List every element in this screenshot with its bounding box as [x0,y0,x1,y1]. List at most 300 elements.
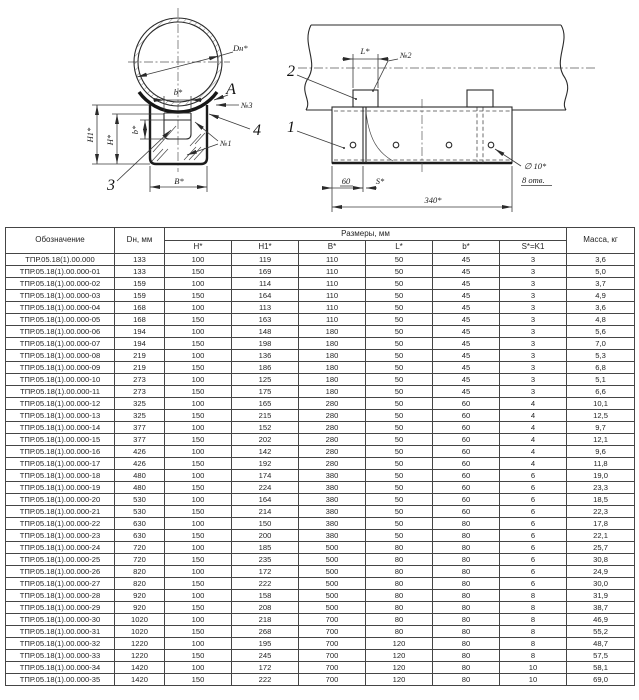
cell-l: 50 [366,338,433,350]
cell-s: 6 [500,470,567,482]
table-row [6,434,635,446]
cell-h: 150 [165,602,232,614]
cell-b_big: 110 [299,290,366,302]
cell-l: 80 [366,554,433,566]
cell-h: 150 [165,530,232,542]
cell-s: 6 [500,530,567,542]
cell-h: 100 [165,590,232,602]
cell-s: 6 [500,506,567,518]
cell-h1: 268 [232,626,299,638]
cell-designation: ТПР.05.18(1).00.000-35 [6,674,115,686]
cell-h: 150 [165,506,232,518]
cell-b_big: 380 [299,530,366,542]
table-row [6,590,635,602]
cell-designation: ТПР.05.18(1).00.000-31 [6,626,115,638]
cell-s: 8 [500,650,567,662]
cell-b_small: 80 [433,662,500,674]
cell-mass: 46,9 [567,614,635,626]
cell-b_big: 700 [299,674,366,686]
cell-l: 50 [366,410,433,422]
table-row [6,626,635,638]
cell-h: 150 [165,266,232,278]
cell-mass: 3,7 [567,278,635,290]
item1-label: 1 [287,119,295,136]
cell-dn: 194 [115,326,165,338]
cell-designation: ТПР.05.18(1).00.000-12 [6,398,115,410]
cell-dn: 720 [115,554,165,566]
cell-h1: 172 [232,566,299,578]
cell-b_small: 60 [433,470,500,482]
cell-h1: 164 [232,494,299,506]
cell-h1: 200 [232,530,299,542]
cell-h1: 172 [232,662,299,674]
technical-drawing [0,0,639,227]
cell-b_small: 60 [433,494,500,506]
table-row [6,314,635,326]
cell-l: 50 [366,254,433,266]
table-row [6,638,635,650]
weld2-label: №2 [400,51,412,60]
cell-b_small: 60 [433,434,500,446]
cell-h1: 174 [232,470,299,482]
cell-b_big: 380 [299,494,366,506]
cell-dn: 168 [115,302,165,314]
cell-mass: 24,9 [567,566,635,578]
cell-h1: 185 [232,542,299,554]
cell-b_big: 700 [299,638,366,650]
cell-b_big: 180 [299,326,366,338]
cell-b_small: 60 [433,422,500,434]
table-row [6,458,635,470]
cell-h1: 169 [232,266,299,278]
cell-b_big: 380 [299,518,366,530]
cell-h: 150 [165,650,232,662]
cell-s: 3 [500,290,567,302]
header-h1: H1* [232,241,299,254]
cell-l: 50 [366,458,433,470]
h-dim-label: H* [105,134,115,146]
cell-designation: ТПР.05.18(1).00.000 [6,254,115,266]
cell-b_small: 45 [433,326,500,338]
table-row [6,266,635,278]
cell-b_big: 380 [299,470,366,482]
cell-mass: 12,1 [567,434,635,446]
cell-designation: ТПР.05.18(1).00.000-19 [6,482,115,494]
cell-mass: 23,3 [567,482,635,494]
cell-h: 100 [165,494,232,506]
item1-leader-dot [343,147,345,149]
header-l: L* [366,241,433,254]
header-row-1 [6,228,635,241]
header-dn: Dн, мм [115,228,165,254]
cell-dn: 720 [115,542,165,554]
cell-dn: 426 [115,446,165,458]
cell-dn: 273 [115,386,165,398]
cell-mass: 7,0 [567,338,635,350]
cell-designation: ТПР.05.18(1).00.000-23 [6,530,115,542]
cell-s: 3 [500,326,567,338]
cell-mass: 5,1 [567,374,635,386]
cell-designation: ТПР.05.18(1).00.000-01 [6,266,115,278]
table-row [6,530,635,542]
cell-s: 8 [500,614,567,626]
cell-h1: 114 [232,278,299,290]
cell-h: 100 [165,302,232,314]
cell-mass: 58,1 [567,662,635,674]
cell-s: 8 [500,602,567,614]
cell-dn: 159 [115,290,165,302]
cell-dn: 219 [115,362,165,374]
cell-l: 80 [366,590,433,602]
cell-designation: ТПР.05.18(1).00.000-16 [6,446,115,458]
cell-dn: 1020 [115,614,165,626]
cell-designation: ТПР.05.18(1).00.000-20 [6,494,115,506]
cell-s: 3 [500,302,567,314]
table-row [6,302,635,314]
cell-h: 150 [165,578,232,590]
cell-l: 120 [366,638,433,650]
cell-l: 50 [366,494,433,506]
cell-s: 4 [500,398,567,410]
cell-b_big: 280 [299,446,366,458]
cell-b_small: 80 [433,626,500,638]
cell-designation: ТПР.05.18(1).00.000-33 [6,650,115,662]
cell-mass: 38,7 [567,602,635,614]
cell-h1: 198 [232,338,299,350]
cell-s: 3 [500,278,567,290]
cell-h1: 192 [232,458,299,470]
cell-h1: 175 [232,386,299,398]
cell-s: 8 [500,626,567,638]
cell-h1: 119 [232,254,299,266]
cell-mass: 17,8 [567,518,635,530]
cell-l: 50 [366,434,433,446]
cell-mass: 5,6 [567,326,635,338]
cell-mass: 10,1 [567,398,635,410]
header-mass: Масса, кг [567,228,635,254]
dim-s-label: S* [375,176,385,186]
cell-h: 100 [165,542,232,554]
cell-h: 100 [165,662,232,674]
table-row [6,470,635,482]
cell-h: 150 [165,458,232,470]
cell-mass: 6,6 [567,386,635,398]
cell-l: 50 [366,386,433,398]
cell-mass: 30,0 [567,578,635,590]
cell-b_small: 80 [433,674,500,686]
cell-b_big: 110 [299,314,366,326]
cell-h1: 164 [232,290,299,302]
table-row [6,290,635,302]
cell-mass: 18,5 [567,494,635,506]
cell-b_big: 500 [299,566,366,578]
cell-h: 150 [165,554,232,566]
cell-designation: ТПР.05.18(1).00.000-24 [6,542,115,554]
cell-s: 3 [500,350,567,362]
cell-b_small: 45 [433,338,500,350]
cell-h: 150 [165,626,232,638]
cell-dn: 480 [115,482,165,494]
cell-s: 3 [500,314,567,326]
cell-h: 150 [165,410,232,422]
cell-s: 6 [500,518,567,530]
cell-s: 4 [500,458,567,470]
cell-b_big: 500 [299,554,366,566]
cell-b_small: 80 [433,530,500,542]
cell-l: 50 [366,506,433,518]
cell-b_small: 80 [433,554,500,566]
cell-dn: 530 [115,494,165,506]
cell-l: 80 [366,614,433,626]
cell-b_small: 60 [433,446,500,458]
cell-h1: 165 [232,398,299,410]
table-row [6,506,635,518]
table-row [6,494,635,506]
cell-h: 100 [165,446,232,458]
cell-s: 6 [500,578,567,590]
cell-b_big: 700 [299,662,366,674]
cell-l: 50 [366,482,433,494]
cell-s: 3 [500,254,567,266]
cell-b_small: 60 [433,506,500,518]
cell-dn: 133 [115,254,165,266]
cell-mass: 3,6 [567,254,635,266]
table-row [6,422,635,434]
table-row [6,482,635,494]
cell-b_small: 45 [433,266,500,278]
cell-dn: 920 [115,602,165,614]
cell-h1: 195 [232,638,299,650]
cell-b_small: 45 [433,350,500,362]
cell-b_big: 280 [299,422,366,434]
cell-designation: ТПР.05.18(1).00.000-29 [6,602,115,614]
cell-h: 100 [165,638,232,650]
item2-leader-dot [355,98,357,100]
cell-b_big: 180 [299,338,366,350]
weld-hatching [152,126,205,161]
cell-dn: 325 [115,410,165,422]
table-row [6,542,635,554]
cell-h: 150 [165,386,232,398]
cell-designation: ТПР.05.18(1).00.000-05 [6,314,115,326]
cell-designation: ТПР.05.18(1).00.000-18 [6,470,115,482]
cell-b_small: 60 [433,482,500,494]
cell-b_small: 80 [433,578,500,590]
b-top-label: b* [173,87,183,97]
cell-b_big: 280 [299,398,366,410]
cell-mass: 11,8 [567,458,635,470]
cell-mass: 55,2 [567,626,635,638]
cell-mass: 25,7 [567,542,635,554]
table-row [6,554,635,566]
table-row [6,674,635,686]
cell-b_big: 110 [299,266,366,278]
table-row [6,578,635,590]
cell-designation: ТПР.05.18(1).00.000-04 [6,302,115,314]
cell-h1: 148 [232,326,299,338]
header-b-big: B* [299,241,366,254]
cell-l: 50 [366,350,433,362]
cell-designation: ТПР.05.18(1).00.000-03 [6,290,115,302]
cell-l: 50 [366,326,433,338]
cell-b_small: 80 [433,650,500,662]
cell-dn: 194 [115,338,165,350]
cell-dn: 1220 [115,638,165,650]
cell-b_big: 180 [299,350,366,362]
cell-mass: 22,1 [567,530,635,542]
cell-designation: ТПР.05.18(1).00.000-02 [6,278,115,290]
view-a-label: A [226,81,236,98]
weld1-label: №1 [220,139,232,148]
cell-h1: 158 [232,590,299,602]
cell-b_big: 500 [299,590,366,602]
cell-h: 100 [165,326,232,338]
cell-dn: 820 [115,566,165,578]
cell-mass: 9,6 [567,446,635,458]
weld3-label: №3 [241,101,253,110]
cell-b_small: 45 [433,386,500,398]
cell-h1: 224 [232,482,299,494]
table-row [6,326,635,338]
cell-h1: 125 [232,374,299,386]
cell-mass: 4,9 [567,290,635,302]
cell-h: 150 [165,674,232,686]
cell-dn: 377 [115,422,165,434]
cell-h: 100 [165,422,232,434]
cell-l: 50 [366,470,433,482]
header-b-small: b* [433,241,500,254]
cell-designation: ТПР.05.18(1).00.000-13 [6,410,115,422]
cell-dn: 377 [115,434,165,446]
gusset-curve [366,112,393,161]
cell-mass: 30,8 [567,554,635,566]
l-dim-label: L* [360,46,370,56]
cell-mass: 9,7 [567,422,635,434]
table-row [6,602,635,614]
cell-h1: 202 [232,434,299,446]
cell-h1: 186 [232,362,299,374]
cell-l: 80 [366,566,433,578]
cell-b_small: 45 [433,278,500,290]
pipe-break-right [560,25,567,110]
cell-l: 80 [366,542,433,554]
cell-dn: 426 [115,458,165,470]
side-view [287,25,596,212]
dimensions-table [5,227,635,686]
cell-b_big: 700 [299,614,366,626]
cell-h: 100 [165,470,232,482]
cell-mass: 31,9 [567,590,635,602]
table-row [6,566,635,578]
cell-s: 8 [500,590,567,602]
cell-l: 120 [366,662,433,674]
cell-h: 150 [165,314,232,326]
header-s: S*=K1 [500,241,567,254]
cell-l: 50 [366,398,433,410]
cell-b_small: 80 [433,602,500,614]
cell-b_big: 280 [299,434,366,446]
cell-h1: 208 [232,602,299,614]
cell-b_small: 80 [433,566,500,578]
cell-s: 6 [500,566,567,578]
cell-h1: 218 [232,614,299,626]
cell-designation: ТПР.05.18(1).00.000-30 [6,614,115,626]
cell-b_small: 45 [433,302,500,314]
cell-h: 150 [165,434,232,446]
dn-dim-label: Dн* [233,43,248,53]
table-row [6,662,635,674]
cell-designation: ТПР.05.18(1).00.000-09 [6,362,115,374]
b-side-label: b* [130,125,140,135]
cell-dn: 630 [115,530,165,542]
cell-l: 50 [366,278,433,290]
cell-designation: ТПР.05.18(1).00.000-10 [6,374,115,386]
weld2-leader-dot [372,90,374,92]
cell-b_big: 700 [299,626,366,638]
cell-h: 100 [165,614,232,626]
cell-mass: 57,5 [567,650,635,662]
cell-l: 80 [366,578,433,590]
cell-designation: ТПР.05.18(1).00.000-32 [6,638,115,650]
cell-s: 6 [500,554,567,566]
cell-designation: ТПР.05.18(1).00.000-14 [6,422,115,434]
cell-s: 4 [500,410,567,422]
cell-mass: 48,7 [567,638,635,650]
cell-b_small: 60 [433,458,500,470]
cell-h: 100 [165,566,232,578]
cell-b_big: 500 [299,602,366,614]
cell-b_small: 80 [433,614,500,626]
cell-h: 100 [165,278,232,290]
cell-h1: 222 [232,578,299,590]
cell-b_big: 180 [299,362,366,374]
cell-b_big: 500 [299,578,366,590]
cell-mass: 6,8 [567,362,635,374]
cell-mass: 5,0 [567,266,635,278]
cell-b_small: 80 [433,518,500,530]
cell-designation: ТПР.05.18(1).00.000-06 [6,326,115,338]
cell-h1: 235 [232,554,299,566]
cell-s: 6 [500,542,567,554]
cell-b_small: 45 [433,254,500,266]
cell-h1: 163 [232,314,299,326]
table-body [6,254,635,686]
hole-count-label: 8 отв. [522,175,545,185]
cell-h1: 150 [232,518,299,530]
cell-designation: ТПР.05.18(1).00.000-17 [6,458,115,470]
cell-h: 100 [165,350,232,362]
cell-l: 50 [366,446,433,458]
cell-dn: 219 [115,350,165,362]
cell-mass: 5,3 [567,350,635,362]
cell-l: 120 [366,674,433,686]
cell-h: 100 [165,374,232,386]
cell-h: 100 [165,254,232,266]
cell-l: 50 [366,374,433,386]
cell-dn: 1020 [115,626,165,638]
cell-l: 80 [366,602,433,614]
cell-designation: ТПР.05.18(1).00.000-07 [6,338,115,350]
cell-h: 100 [165,398,232,410]
weld1-leader-b [187,144,218,155]
cell-b_small: 80 [433,590,500,602]
cell-h1: 152 [232,422,299,434]
cell-dn: 630 [115,518,165,530]
hole-diameter-label: ∅ 10* [524,161,547,171]
cell-h: 150 [165,338,232,350]
cell-l: 50 [366,362,433,374]
item3-leader [117,130,171,181]
